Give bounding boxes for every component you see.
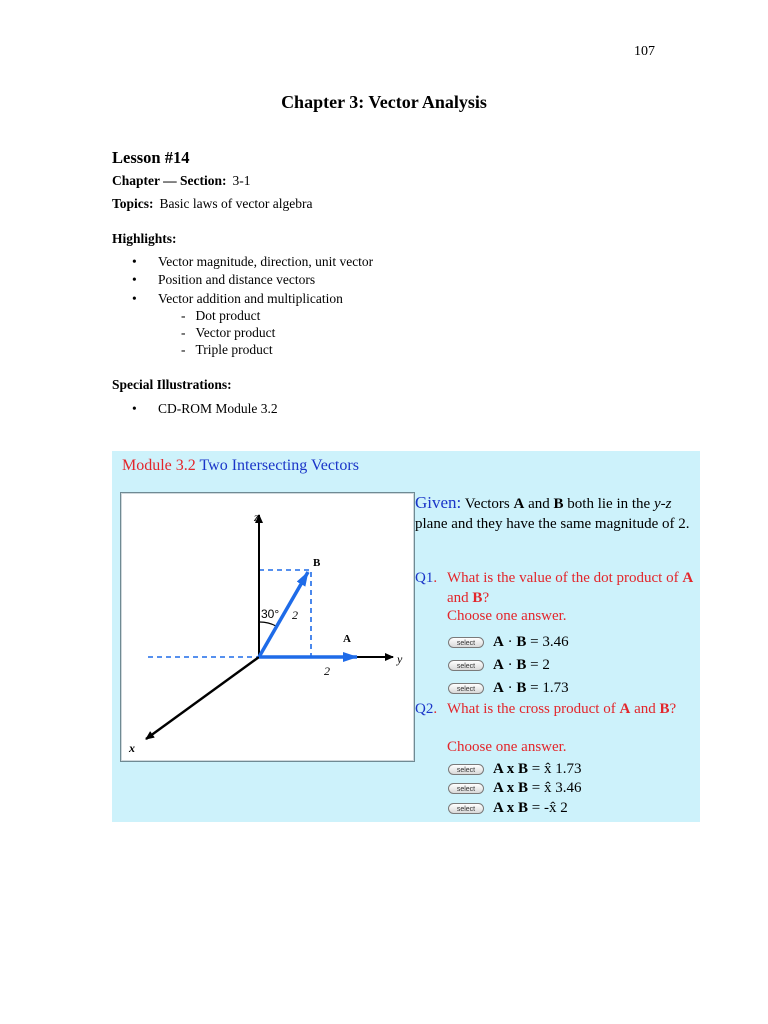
q1-vector-b: B	[472, 590, 483, 606]
select-button[interactable]: select	[448, 783, 484, 794]
sub-item-text: Triple product	[195, 342, 273, 357]
expr-b: B	[516, 679, 527, 696]
question-1-number: Q1	[415, 570, 434, 586]
option-expression	[493, 780, 581, 797]
expr-lhs: A x B	[493, 760, 529, 777]
expr-value: = x̂ 3.46	[531, 779, 582, 796]
z-axis-label: z	[254, 510, 259, 524]
chapter-section-line	[112, 173, 251, 189]
expr-value: = 1.73	[530, 679, 569, 696]
q2-text: What is the cross product of	[447, 701, 616, 717]
question-2-number: Q2	[415, 701, 434, 717]
expr-a: A	[493, 679, 504, 696]
x-axis-label: x	[129, 741, 135, 755]
question-1: Q1. What is the value of the dot product of A and B?	[415, 568, 700, 588]
highlight-text: Vector addition and multiplication	[158, 291, 343, 306]
question-1-text	[447, 568, 700, 608]
special-illustrations-heading: Special Illustrations:	[112, 377, 232, 392]
expr-a: A	[493, 633, 504, 650]
vector-b-magnitude: 2	[292, 608, 298, 622]
module-name: Two Intersecting Vectors	[199, 457, 359, 474]
expr-value: = x̂ 1.73	[531, 760, 582, 777]
sub-item-text: Vector product	[195, 325, 276, 340]
q2-option	[448, 778, 581, 798]
q2-choose-prompt: Choose one answer.	[447, 739, 567, 755]
select-button[interactable]: select	[448, 764, 484, 775]
expr-lhs: A x B	[493, 799, 529, 816]
y-axis-label: y	[397, 652, 403, 666]
chapter-title: Chapter 3: Vector Analysis	[281, 92, 487, 112]
expr-b: B	[516, 633, 527, 650]
option-expression	[493, 657, 550, 674]
angle-arc	[259, 622, 276, 626]
given-part: Vectors	[464, 496, 510, 512]
q2-qmark: ?	[669, 701, 677, 717]
vector-a-label: A	[343, 633, 351, 645]
q2-vector-a: A	[619, 701, 631, 717]
sub-item: - Vector product	[181, 325, 276, 340]
vector-b-label: B	[313, 557, 321, 569]
expr-value: = -x̂ 2	[531, 799, 568, 816]
page-number: 107	[634, 44, 655, 59]
q2-option	[448, 798, 568, 818]
q1-option	[448, 678, 569, 698]
expr-value: = 2	[530, 656, 550, 673]
given-plane: y-z	[653, 496, 672, 512]
given-vector-a: A	[513, 496, 525, 512]
select-button[interactable]: select	[448, 803, 484, 814]
given-label: Given:	[415, 493, 462, 512]
lesson-title: Lesson #14	[112, 148, 190, 167]
expr-b: B	[516, 656, 527, 673]
q1-option	[448, 655, 550, 675]
highlight-text: Position and distance vectors	[158, 272, 316, 287]
vector-diagram	[120, 492, 415, 762]
module-panel	[112, 451, 700, 822]
given-part: both lie in the	[567, 496, 651, 512]
q2-vector-b: B	[659, 701, 670, 717]
topics-label: Topics:	[112, 196, 154, 211]
expr-value: = 3.46	[530, 633, 569, 650]
topics-line	[112, 196, 312, 212]
chapter-section-value: 3-1	[232, 173, 251, 188]
sub-item: - Triple product	[181, 342, 273, 357]
q1-and: and	[447, 590, 469, 606]
option-expression	[493, 800, 568, 817]
highlight-text: Vector magnitude, direction, unit vector	[158, 254, 374, 269]
q1-qmark: ?	[482, 590, 490, 606]
vector-diagram-svg	[121, 493, 414, 761]
x-axis	[146, 657, 259, 739]
option-expression	[493, 680, 569, 697]
q1-vector-a: A	[682, 570, 694, 586]
topics-value: Basic laws of vector algebra	[159, 196, 313, 211]
select-button[interactable]: select	[448, 660, 484, 671]
expr-op: ·	[507, 679, 513, 696]
chapter-section-label: Chapter — Section:	[112, 173, 227, 188]
given-part: plane and they have the same magnitude of 2.	[415, 516, 690, 532]
module-title	[122, 457, 359, 475]
given-text	[415, 493, 699, 534]
q1-option	[448, 632, 569, 652]
expr-a: A	[493, 656, 504, 673]
sub-item-text: Dot product	[195, 308, 261, 323]
expr-op: ·	[507, 633, 513, 650]
q2-and: and	[634, 701, 656, 717]
option-expression	[493, 761, 581, 778]
option-expression	[493, 634, 569, 651]
given-vector-b: B	[553, 496, 564, 512]
highlights-heading: Highlights:	[112, 231, 177, 246]
question-2: Q2. What is the cross product of A and B?	[415, 699, 700, 719]
special-text: CD-ROM Module 3.2	[158, 401, 278, 416]
expr-op: ·	[507, 656, 513, 673]
q2-option	[448, 759, 581, 779]
expr-lhs: A x B	[493, 779, 529, 796]
sub-item: - Dot product	[181, 308, 261, 323]
q1-text: What is the value of the dot product of	[447, 570, 679, 586]
angle-label: 30°	[261, 607, 280, 621]
given-part: and	[528, 496, 550, 512]
vector-a-magnitude: 2	[324, 664, 330, 678]
select-button[interactable]: select	[448, 637, 484, 648]
module-number: Module 3.2	[122, 457, 196, 474]
q1-choose-prompt: Choose one answer.	[447, 608, 567, 624]
question-2-text	[447, 699, 700, 719]
select-button[interactable]: select	[448, 683, 484, 694]
